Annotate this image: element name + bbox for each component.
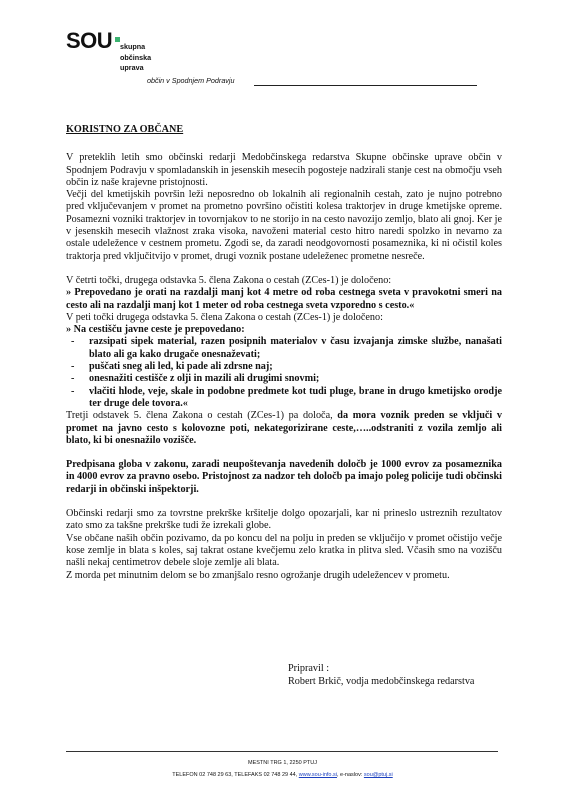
logo-line-1: skupna — [120, 42, 146, 51]
paragraph-agriculture: Večji del kmetijskih površin leži neposredno ob lokalnih ali regionalnih cestah, zato je nujno potrebno pred vključevanjem v promet na prometno površino očistiti kolesa traktorjev in druge kmetijske opreme. Posamezni vozniki traktorjev in tovornjakov to ne storijo in na cesto navozijo zemljo, blato ali gnoj. Ker je v jesenskih mesecih vlažnost zraka visoka, navoženi material cesto hitro naredi spolzko in nevarno za ostale udeležence v cestnem prometu. Zgodi se, da zaradi neodgovornosti posameznika, ki ni očistil koles traktorja pred vključitvijo v promet, drugi voznik postane udeleženec prometne nesreče. — [66, 189, 502, 262]
email-link[interactable]: sou@ptuj.si — [363, 772, 393, 778]
logo-subtitle — [120, 42, 151, 74]
logo-wordmark: SOU — [66, 28, 113, 53]
paragraph-closing: Z morda pet minutnim delom se bo zmanjšalo resno ogrožanje drugih udeležencev v prometu. — [66, 569, 450, 581]
footer-contact — [0, 772, 565, 778]
fine-paragraph: Predpisana globa v zakonu, zaradi neupoštevanja navedenih določb je 1000 evrov za posameznika in 4000 evrov za pravno osebo. Pristojnost za nadzor teh določb pa imajo poleg policije tudi občinski redarji in občinski inšpektorji. — [66, 459, 502, 495]
paragraph-warnings: Občinski redarji smo za tovrstne prekrške kršitelje dolgo opozarjali, kar ni prineslo ustreznih rezultatov zato smo za takšne prekrške tudi že izrekali globe. — [66, 508, 502, 532]
law-quote-ploughing: » Prepovedano je orati na razdalji manj kot 4 metre od roba cestnega sveta v pravokotni smeri na cesto ali na razdalji manj kot 1 meter od roba cestnega sveta vzporedno s cesto.« — [66, 287, 502, 311]
list-item: - razsipati sipek material, razen posipnih materialov v času izvajanja zimske službe, nanašati blato ali ga kako drugače onesnaževati; — [66, 336, 502, 361]
document-title: KORISTNO ZA OBČANE — [66, 124, 184, 135]
logo-line-2: občinska — [120, 52, 152, 62]
signature-label: Pripravil : — [288, 663, 330, 674]
website-link[interactable]: www.sou-info.si — [298, 772, 337, 778]
list-item: - puščati sneg ali led, ki pade ali zdrsne naj; — [66, 361, 502, 373]
law-reference-3 — [66, 410, 502, 447]
document-body — [66, 124, 502, 582]
prohibited-list — [66, 336, 502, 410]
law-reference-4: V četrti točki, drugega odstavka 5. člena Zakona o cestah (ZCes-1) je določeno: — [66, 274, 392, 286]
law-reference-3-text: Tretji odstavek 5. člena Zakona o cestah (ZCes-1) pa določa, — [66, 410, 338, 422]
law-reference-5: V peti točki drugega odstavka 5. člena Zakona o cestah (ZCes-1) je določeno: — [66, 311, 383, 323]
footer-email-label: , e-naslov: — [336, 772, 364, 778]
list-item: - onesnažiti cestišče z olji in mazili ali drugimi snovmi; — [66, 373, 502, 385]
signature-name: Robert Brkič, vodja medobčinskega redarstva — [288, 675, 475, 687]
paragraph-appeal: Vse občane naših občin pozivamo, da po koncu del na polju in preden se vključijo v promet očistijo večje kose zemlje in blata s koles, saj takrat ostane kvečjemu zelo kratka in plitva sled. Včasih smo na vozišču našli nekaj centimetrov debele sloje zemlje ali blata. — [66, 532, 502, 569]
logo-tagline: občin v Spodnjem Podravju — [147, 76, 235, 85]
signature-block — [288, 663, 474, 688]
logo-line-3: uprava — [120, 63, 144, 72]
law-quote-lead: » Na cestišču javne ceste je prepovedano: — [66, 324, 245, 336]
letterhead — [66, 30, 506, 90]
sou-logo — [66, 28, 152, 72]
paragraph-intro: V preteklih letih smo občinski redarji Medobčinskega redarstva Skupne občinske uprave občin v Spodnjem Podravju v spomladanskih in jesenskih mesecih pogosteje nadzirali stanje cest na območju vseh občin iz naše krajevne pristojnosti. — [66, 152, 502, 188]
footer-address: MESTNI TRG 1, 2250 PTUJ — [248, 760, 317, 766]
list-item: - vlačiti hlode, veje, skale in podobne predmete kot tudi pluge, brane in drugo kmetijsko orodje ter druge dele tovora.« — [66, 386, 502, 411]
header-rule — [254, 85, 477, 86]
footer-rule — [66, 751, 498, 752]
footer-phone: TELEFON 02 748 29 63, TELEFAKS 02 748 29 44, — [172, 772, 299, 778]
law-reference-3-bold: da mora voznik preden se vključi v promet na javno cesto s kolovozne poti, nekategorizirane ceste,…..odstraniti z vozila zemljo ali blato, ki bi onesnažilo vozišče. — [66, 410, 502, 446]
